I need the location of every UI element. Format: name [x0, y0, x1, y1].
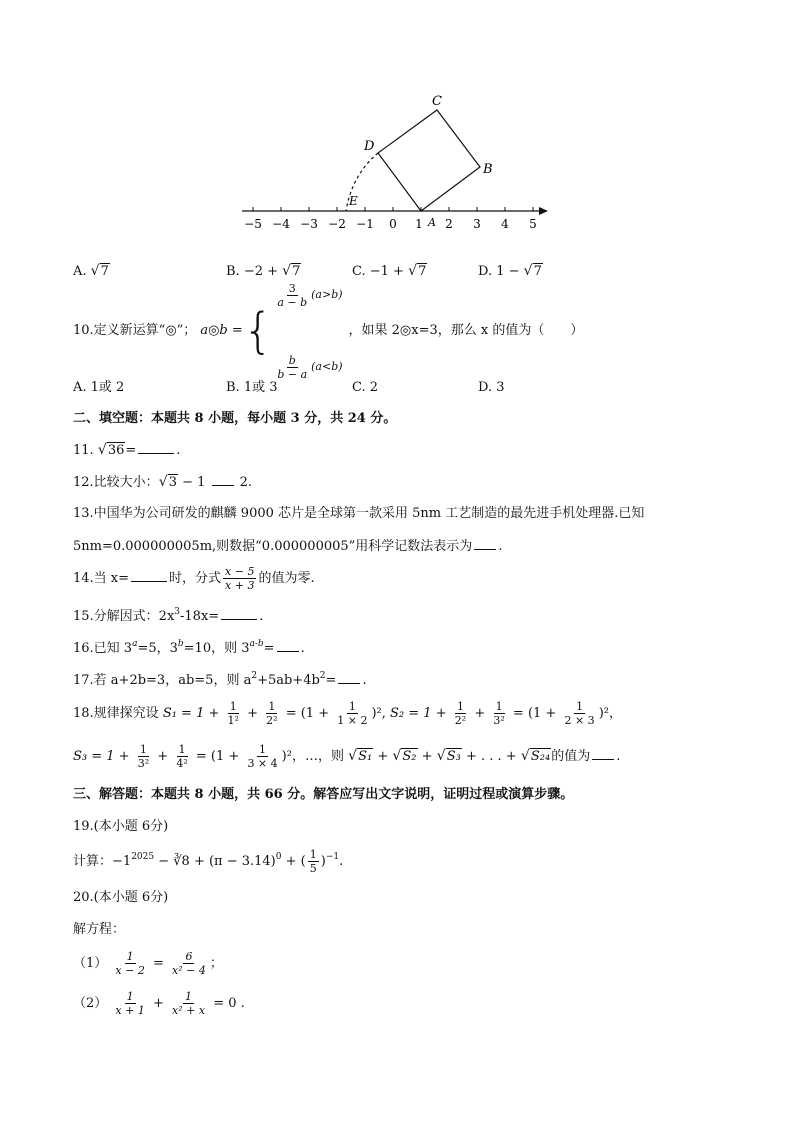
denominator: 2²: [454, 714, 467, 727]
math-expr: = (1 +: [195, 749, 240, 764]
tick-label: 3: [473, 217, 481, 231]
tick-label: 4: [501, 217, 509, 231]
exponent: 2: [251, 671, 258, 681]
radicand: 7: [292, 264, 301, 279]
numerator: x − 5: [225, 565, 255, 578]
fraction: [170, 990, 207, 1017]
q10-lhs: a◎b =: [200, 323, 243, 338]
radicand: S₃: [446, 749, 461, 764]
tick-label: −1: [356, 217, 374, 231]
tick-label: −3: [300, 217, 318, 231]
math-expr: S₂ = 1 +: [390, 706, 447, 721]
q14-suffix: 的值为零.: [258, 571, 315, 586]
fraction: [113, 950, 146, 977]
numerator: 6: [185, 950, 193, 963]
math-expr: + . . . +: [465, 749, 517, 764]
q11-prefix: 11.: [73, 443, 98, 458]
numerator: 1: [126, 950, 134, 963]
fraction: [170, 950, 208, 977]
denominator: 2 × 3: [564, 714, 595, 727]
q12-end: 2.: [235, 475, 253, 490]
denominator: 1²: [227, 714, 239, 727]
sqrt-icon: [524, 263, 543, 281]
numerator: 1: [348, 700, 356, 713]
option-expr: −1 +: [369, 264, 409, 279]
numerator: 1: [185, 990, 193, 1003]
question-12: [73, 473, 252, 492]
denominator: x² − 4: [172, 964, 206, 977]
denominator: 2²: [266, 714, 278, 727]
q10-option-c: C. 2: [352, 380, 379, 395]
fraction: [245, 743, 279, 770]
sqrt-icon: [91, 263, 110, 281]
exponent: −1: [325, 852, 340, 862]
equals-sign: =: [152, 956, 164, 971]
section-3-heading: 三、解答题：本题共 8 小题，共 66 分。解答应写出文字说明，证明过程或演算步骤。: [73, 787, 574, 802]
question-19-title: 19.(本小题 6分): [73, 819, 169, 834]
answer-blank[interactable]: [592, 747, 614, 760]
answer-blank[interactable]: [138, 441, 174, 454]
numerator: 1: [178, 743, 186, 756]
answer-blank[interactable]: [131, 569, 167, 582]
option-expr: 1 −: [496, 264, 524, 279]
radicand: 36: [107, 443, 125, 458]
exponent: 2025: [131, 852, 155, 862]
numerator: 1: [309, 848, 317, 861]
sqrt-icon: [408, 263, 427, 281]
q11-end: .: [176, 443, 181, 458]
fraction: [223, 565, 256, 592]
exponent: a-b: [249, 639, 264, 649]
math-expr: ): [320, 854, 326, 869]
question-20-intro: 解方程：: [73, 922, 126, 937]
plus-sign: +: [377, 749, 389, 764]
exponent: 3: [174, 607, 181, 617]
condition: (a<b): [311, 360, 343, 373]
q16-text: 16.已知 3: [73, 641, 133, 656]
q13-end: .: [498, 539, 503, 554]
question-13-line-1: 13.中国华为公司研发的麒麟 9000 芯片是全球第一款采用 5nm 工艺制造的最先进手机处理器.已知: [73, 506, 645, 521]
radicand: 3: [168, 475, 177, 490]
numerator: b: [288, 353, 296, 367]
denominator: x² + x: [172, 1004, 206, 1017]
numerator: 1: [229, 700, 237, 713]
fraction: [226, 700, 241, 727]
question-20-part-2: [73, 988, 245, 1020]
q15-end: .: [259, 609, 264, 624]
q12-prefix: 12.比较大小：: [73, 475, 159, 490]
option-label: A.: [73, 264, 87, 279]
number-line-figure: [230, 85, 560, 235]
option-label: B.: [226, 264, 240, 279]
denominator: x − 2: [115, 964, 145, 977]
tick-label: −2: [328, 217, 346, 231]
option-expr: −2 +: [243, 264, 283, 279]
math-expr: + (: [281, 854, 306, 869]
question-19-expr: [73, 845, 343, 879]
q18-prefix: 18.规律探究设: [73, 706, 163, 721]
answer-blank[interactable]: [212, 473, 234, 486]
q10-option-a: A. 1或 2: [73, 380, 125, 395]
question-13-line-2: [73, 537, 502, 556]
q9-option-d: [478, 263, 543, 281]
plus-sign: +: [157, 749, 169, 764]
q17-text: =: [325, 673, 337, 688]
q10-prefix: 10.定义新运算“◎”；: [73, 323, 197, 338]
fraction: [174, 743, 189, 770]
exponent: 2: [319, 671, 326, 681]
answer-blank[interactable]: [474, 537, 496, 550]
case-2: [273, 334, 342, 400]
tick-label: −5: [244, 217, 262, 231]
radicand: S₁: [358, 749, 373, 764]
option-label: D.: [478, 264, 493, 279]
q9-option-a: [73, 263, 110, 281]
q18-end: 的值为: [551, 749, 591, 764]
q13-text: 5nm=0.000000005m,则数据“0.000000005”用科学记数法表示为: [73, 539, 473, 554]
q17-text: 17.若 a+2b=3，ab=5，则 a: [73, 673, 252, 688]
q17-text: +5ab+4b: [257, 673, 320, 688]
part-label: （1）: [73, 956, 108, 971]
math-expr: )²，: [598, 706, 622, 721]
plus-sign: +: [247, 706, 258, 721]
exponent: b: [177, 639, 184, 649]
exponent: a: [132, 639, 138, 649]
part-end: = 0 .: [213, 996, 245, 1011]
denominator: 1 × 2: [337, 714, 368, 727]
answer-blank[interactable]: [277, 639, 299, 652]
tick-label: 0: [389, 217, 397, 231]
q9-option-c: [352, 263, 427, 281]
point-a-label: A: [428, 216, 436, 229]
denominator: 3²: [137, 757, 150, 770]
sqrt-icon: [437, 740, 462, 774]
denominator: x + 3: [225, 579, 255, 592]
answer-blank[interactable]: [221, 607, 257, 620]
piecewise-cases: [273, 262, 342, 400]
question-18-line-2: [73, 740, 620, 774]
question-11: [73, 441, 180, 460]
point-b-label: B: [483, 162, 493, 177]
math-expr: )²，…，则: [281, 749, 344, 764]
math-expr: S₁ = 1 +: [162, 706, 220, 721]
math-expr: )²,: [371, 706, 386, 721]
q18-period: .: [616, 749, 621, 764]
numerator: 1: [495, 700, 503, 713]
tick-marks: [253, 207, 533, 211]
part-label: （2）: [73, 996, 108, 1011]
tick-label: −4: [272, 217, 290, 231]
part-end: ；: [209, 956, 223, 971]
math-expr: − ∛8 + (π − 3.14): [154, 854, 276, 869]
q16-end: .: [300, 641, 305, 656]
square-abcd: [378, 110, 480, 211]
q19-end: .: [339, 854, 344, 869]
option-label: C.: [352, 264, 366, 279]
question-18-line-1: [73, 697, 622, 731]
answer-blank[interactable]: [338, 671, 360, 684]
sqrt-icon: [98, 442, 126, 460]
denominator: 3 × 4: [247, 757, 278, 770]
question-10: [73, 281, 584, 381]
fraction: [275, 282, 309, 309]
q17-end: .: [362, 673, 367, 688]
question-15: [73, 607, 263, 626]
point-c-label: C: [432, 94, 442, 109]
numerator: 1: [456, 700, 464, 713]
numerator: 1: [126, 990, 134, 1003]
radicand: 7: [418, 264, 427, 279]
sqrt-icon: [348, 740, 373, 774]
plus-sign: +: [474, 706, 486, 721]
math-expr: −1: [112, 854, 132, 869]
numerator: 1: [259, 743, 267, 756]
q16-text: =5，3: [137, 641, 178, 656]
numerator: 1: [139, 743, 147, 756]
axis-arrow-icon: [539, 207, 548, 215]
denominator: 3²: [493, 714, 505, 727]
plus-sign: +: [421, 749, 433, 764]
numerator: 1: [268, 700, 276, 713]
q16-text: =: [263, 641, 275, 656]
fraction: [264, 700, 279, 727]
math-expr: S₃ = 1 +: [73, 749, 130, 764]
tick-labels: [244, 217, 537, 231]
math-expr: = (1 +: [285, 706, 330, 721]
q10-option-d: D. 3: [478, 380, 505, 395]
sqrt-icon: [159, 474, 178, 492]
section-2-heading: 二、填空题：本题共 8 小题，每小题 3 分，共 24 分。: [73, 411, 397, 426]
q16-text: =10，则 3: [183, 641, 250, 656]
fraction: [453, 700, 468, 727]
denominator: b − a: [277, 367, 308, 381]
sqrt-icon: [392, 740, 417, 774]
fraction: [491, 700, 506, 727]
q12-mid: − 1: [177, 475, 210, 490]
sqrt-icon: [521, 740, 551, 774]
q11-eq: =: [125, 443, 137, 458]
denominator: 5: [309, 862, 317, 875]
math-expr: = (1 +: [512, 706, 557, 721]
fraction: [562, 700, 596, 727]
fraction: [275, 354, 309, 381]
tick-label: 5: [529, 217, 537, 231]
denominator: 4²: [176, 757, 188, 770]
numerator: 3: [288, 281, 296, 295]
q19-prefix: 计算：: [73, 854, 113, 869]
radicand: 7: [100, 264, 109, 279]
left-brace-icon: {: [242, 303, 274, 359]
point-e-label: E: [349, 194, 358, 208]
question-14: [73, 563, 315, 595]
tick-label: 1: [415, 217, 423, 231]
question-20-title: 20.(本小题 6分): [73, 890, 169, 905]
q15-mid: -18x=: [180, 609, 220, 624]
q10-suffix: ，如果 2◎x=3，那么 x 的值为（ ）: [348, 323, 584, 338]
condition: (a>b): [311, 288, 343, 301]
radicand: S₂₄: [530, 749, 551, 764]
radicand: S₂: [402, 749, 417, 764]
fraction: [308, 848, 319, 875]
q14-prefix: 14.当 x=: [73, 571, 130, 586]
tick-label: 2: [445, 217, 453, 231]
radicand: 7: [533, 264, 542, 279]
numerator: 1: [576, 700, 584, 713]
plus-sign: +: [152, 996, 164, 1011]
q14-mid: 时，分式: [169, 571, 222, 586]
fraction: [113, 990, 146, 1017]
exponent: 0: [275, 852, 282, 862]
fraction: [136, 743, 151, 770]
question-17: [73, 671, 367, 690]
q15-prefix: 15.分解因式：2x: [73, 609, 175, 624]
fraction: [335, 700, 369, 727]
point-d-label: D: [364, 139, 375, 154]
q10-option-b: B. 1或 3: [226, 380, 278, 395]
denominator: x + 1: [115, 1004, 145, 1017]
question-16: [73, 639, 305, 658]
question-20-part-1: [73, 948, 223, 980]
denominator: a − b: [277, 295, 308, 309]
case-1: [273, 262, 342, 328]
